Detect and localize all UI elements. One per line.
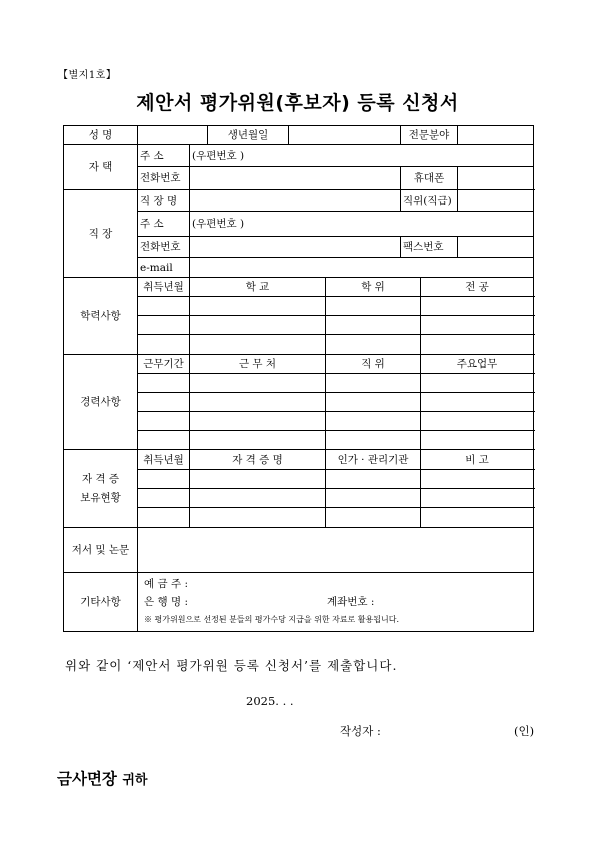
license-cell[interactable] [190, 489, 326, 508]
career-cell[interactable] [326, 412, 421, 431]
work-phone-label: 전화번호 [138, 237, 190, 258]
work-phone-field[interactable] [190, 237, 401, 258]
home-address-field[interactable] [190, 145, 534, 167]
publications-field[interactable] [138, 528, 534, 573]
email-label: e-mail [138, 258, 190, 278]
recipient-suffix: 귀하 [122, 773, 148, 788]
education-cell[interactable] [190, 297, 326, 316]
home-postal-label: (우편번호 ) [192, 149, 245, 162]
license-header-authority: 인가 · 관리기관 [326, 450, 421, 470]
career-cell[interactable] [326, 374, 421, 393]
recipient [57, 767, 147, 789]
birth-label: 생년월일 [208, 126, 289, 145]
career-cell[interactable] [421, 393, 534, 412]
specialty-label: 전문분야 [401, 126, 458, 145]
payment-note: ※ 평가위원으로 선정된 분들의 평가수당 지급을 위한 자료로 활용됩니다. [144, 615, 399, 624]
license-cell[interactable] [421, 489, 534, 508]
career-cell[interactable] [421, 374, 534, 393]
career-cell[interactable] [190, 412, 326, 431]
name-field[interactable] [138, 126, 208, 145]
other-label: 기타사항 [64, 573, 138, 632]
career-cell[interactable] [421, 431, 534, 450]
license-label-line2: 보유현황 [80, 491, 121, 504]
submission-date: 2025. . . [246, 694, 294, 708]
education-cell[interactable] [421, 335, 534, 355]
home-label: 자 택 [64, 145, 138, 190]
specialty-field[interactable] [458, 126, 534, 145]
career-header-period: 근무기간 [138, 355, 190, 374]
license-cell[interactable] [421, 470, 534, 489]
fax-label: 팩스번호 [401, 237, 458, 258]
education-header-degree: 학 위 [326, 278, 421, 297]
work-postal-label: (우편번호 ) [192, 218, 245, 230]
education-cell[interactable] [326, 335, 421, 355]
seal-mark: (인) [514, 724, 535, 738]
career-cell[interactable] [138, 412, 190, 431]
career-cell[interactable] [138, 374, 190, 393]
fax-field[interactable] [458, 237, 534, 258]
education-cell[interactable] [326, 297, 421, 316]
education-cell[interactable] [138, 335, 190, 355]
position-rank-field[interactable] [458, 190, 534, 212]
education-cell[interactable] [421, 297, 534, 316]
license-header-remarks: 비 고 [421, 450, 534, 470]
career-cell[interactable] [421, 412, 534, 431]
work-address-label: 주 소 [138, 212, 190, 237]
name-label: 성 명 [64, 126, 138, 145]
career-cell[interactable] [326, 431, 421, 450]
license-header-date: 취득년월 [138, 450, 190, 470]
education-cell[interactable] [138, 316, 190, 335]
license-cell[interactable] [138, 508, 190, 528]
form-title: 제안서 평가위원(후보자) 등록 신청서 [136, 92, 459, 114]
bank-label: 은 행 명 : [144, 596, 188, 608]
career-cell[interactable] [138, 431, 190, 450]
career-cell[interactable] [138, 393, 190, 412]
work-address-field[interactable] [190, 212, 534, 237]
education-header-major: 전 공 [421, 278, 534, 297]
home-address-label: 주 소 [138, 145, 190, 167]
education-cell[interactable] [421, 316, 534, 335]
license-cell[interactable] [326, 470, 421, 489]
license-cell[interactable] [138, 489, 190, 508]
career-cell[interactable] [326, 393, 421, 412]
education-header-date: 취득년월 [138, 278, 190, 297]
career-label: 경력사항 [64, 355, 138, 450]
license-header-name: 자 격 증 명 [190, 450, 326, 470]
license-cell[interactable] [138, 470, 190, 489]
education-cell[interactable] [190, 335, 326, 355]
education-cell[interactable] [138, 297, 190, 316]
education-label: 학력사항 [64, 278, 138, 355]
career-header-workplace: 근 무 처 [190, 355, 326, 374]
author-label: 작성자 : [340, 724, 381, 738]
career-cell[interactable] [190, 374, 326, 393]
work-name-label: 직 장 명 [138, 190, 190, 212]
depositor-label: 예 금 주 : [144, 578, 188, 590]
position-rank-label: 직위(직급) [401, 190, 458, 212]
career-cell[interactable] [190, 393, 326, 412]
home-phone-field[interactable] [190, 167, 401, 190]
education-cell[interactable] [190, 316, 326, 335]
work-label: 직 장 [64, 190, 138, 278]
bank-line [144, 593, 527, 611]
education-header-school: 학 교 [190, 278, 326, 297]
birth-field[interactable] [289, 126, 401, 145]
account-label: 계좌번호 : [327, 596, 375, 608]
mobile-label: 휴대폰 [401, 167, 458, 190]
work-name-field[interactable] [190, 190, 401, 212]
home-phone-label: 전화번호 [138, 167, 190, 190]
license-cell[interactable] [326, 489, 421, 508]
email-field[interactable] [190, 258, 534, 278]
career-cell[interactable] [190, 431, 326, 450]
mobile-field[interactable] [458, 167, 534, 190]
career-header-position: 직 위 [326, 355, 421, 374]
declaration-text: 위와 같이 ‘제안서 평가위원 등록 신청서’를 제출합니다. [65, 658, 398, 673]
license-cell[interactable] [190, 508, 326, 528]
license-cell[interactable] [326, 508, 421, 528]
recipient-name: 금사면장 [57, 770, 117, 788]
other-info-cell [138, 573, 534, 632]
license-label [64, 450, 138, 528]
form-number: 【별지1호】 [58, 70, 117, 81]
license-cell[interactable] [190, 470, 326, 489]
license-label-line1: 자 격 증 [81, 472, 120, 485]
education-cell[interactable] [326, 316, 421, 335]
application-form-table [63, 125, 534, 632]
career-header-duties: 주요업무 [421, 355, 534, 374]
publications-label: 저서 및 논문 [64, 528, 138, 573]
license-cell[interactable] [421, 508, 534, 528]
